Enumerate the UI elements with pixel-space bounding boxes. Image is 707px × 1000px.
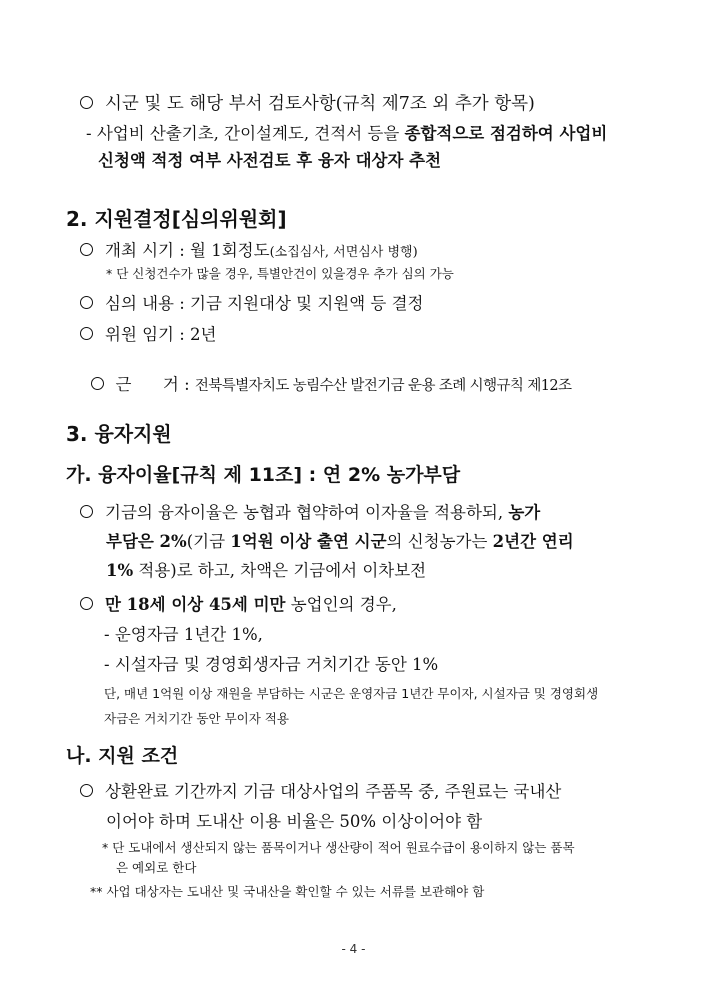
- circle-bullet-icon: [80, 597, 93, 610]
- interest-rate-bullet-line-2: 부담은 2%(기금 1억원 이상 출연 시군의 신청농가는 2년간 연리: [106, 532, 574, 551]
- interest-rate-bullet-line-1: 기금의 융자이율은 농협과 협약하여 이자율을 적용하되, 농가: [80, 499, 540, 523]
- review-dash-line-1: - 사업비 산출기초, 간이설계도, 견적서 등을 종합적으로 점검하여 사업비: [86, 124, 608, 143]
- section-3-title: 3. 융자지원: [66, 422, 172, 446]
- interest-free-note-line-2: 자금은 거치기간 동안 무이자 적용: [104, 711, 289, 726]
- review-dash-line-2: 신청액 적정 여부 사전검토 후 융자 대상자 추천: [98, 151, 442, 170]
- legal-basis-item: 근 거 : 전북특별자치도 농림수산 발전기금 운용 조례 시행규칙 제12조: [80, 352, 571, 395]
- review-content-item: 심의 내용 : 기금 지원대상 및 지원액 등 결정: [80, 290, 423, 314]
- review-items-bullet: 시군 및 도 해당 부서 검토사항(규칙 제7조 외 추가 항목): [80, 90, 535, 115]
- meeting-period-item: 개최 시기 : 월 1회정도(소집심사, 서면심사 병행): [80, 237, 418, 261]
- circle-bullet-icon: [80, 96, 93, 109]
- circle-bullet-icon: [80, 296, 93, 309]
- circle-bullet-icon: [80, 505, 93, 518]
- exception-note-line-2: 은 예외로 한다: [116, 860, 197, 875]
- facility-fund-dash: - 시설자금 및 경영회생자금 거치기간 동안 1%: [104, 655, 439, 674]
- interest-rate-bullet-line-3: 1% 적용)로 하고, 차액은 기금에서 이차보전: [106, 561, 427, 580]
- interest-rate-subtitle: 가. 융자이율[규칙 제 11조] : 연 2% 농가부담: [66, 464, 461, 486]
- circle-bullet-icon: [80, 243, 93, 256]
- conditions-bullet-line-1: 상환완료 기간까지 기금 대상사업의 주품목 중, 주원료는 국내산: [80, 778, 561, 802]
- section-2-title: 2. 지원결정[심의위원회]: [66, 207, 287, 231]
- circle-bullet-icon: [91, 377, 104, 390]
- circle-bullet-icon: [80, 327, 93, 340]
- conditions-bullet-line-2: 이어야 하며 도내산 이용 비율은 50% 이상이어야 함: [106, 812, 483, 831]
- meeting-period-note: * 단 신청건수가 많을 경우, 특별안건이 있을경우 추가 심의 가능: [106, 266, 454, 281]
- interest-free-note-line-1: 단, 매년 1억원 이상 재원을 부담하는 시군은 운영자금 1년간 무이자, 시설자금 및 경영회생: [104, 686, 599, 701]
- exception-note-line-1: * 단 도내에서 생산되지 않는 품목이거나 생산량이 적어 원료수급이 용이하지 않는 품목: [102, 840, 575, 855]
- document-retention-note: ** 사업 대상자는 도내산 및 국내산을 확인할 수 있는 서류를 보관해야 함: [90, 884, 485, 899]
- support-conditions-subtitle: 나. 지원 조건: [66, 745, 179, 767]
- page-number: - 4 -: [341, 942, 366, 956]
- young-farmer-bullet: 만 18세 이상 45세 미만 농업인의 경우,: [80, 591, 397, 615]
- committee-term-item: 위원 임기 : 2년: [80, 321, 217, 345]
- operating-fund-dash: - 운영자금 1년간 1%,: [104, 625, 263, 644]
- circle-bullet-icon: [80, 784, 93, 797]
